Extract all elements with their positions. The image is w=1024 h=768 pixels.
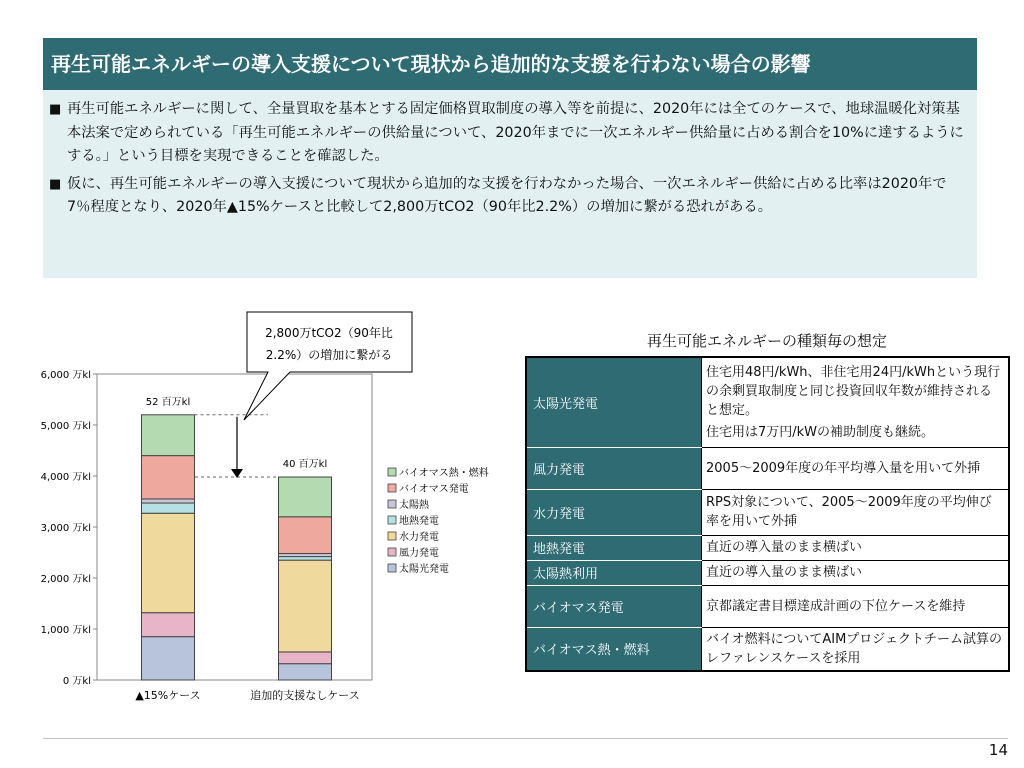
table-row <box>526 560 1009 585</box>
legend-label: 風力発電 <box>399 548 439 559</box>
table-cell-text: RPS対象について、2005～2009年度の平均伸び率を用いて外挿 <box>706 495 992 529</box>
legend-swatch <box>388 548 396 556</box>
bar-segment <box>142 613 195 637</box>
table-row-key: 水力発電 <box>526 489 702 535</box>
table-row-value <box>702 447 1010 489</box>
bar-segment <box>279 652 332 664</box>
legend-label: バイオマス発電 <box>399 484 469 495</box>
square-bullet-icon: ■ <box>49 176 62 192</box>
bar-segment <box>142 415 195 456</box>
bar-segment <box>279 477 332 517</box>
table-row-value <box>702 585 1010 627</box>
table-cell-text: バイオ燃料についてAIMプロジェクトチーム試算のレファレンスケースを採用 <box>706 631 1003 666</box>
table-row <box>526 627 1009 671</box>
legend-swatch <box>388 468 396 476</box>
legend-swatch <box>388 484 396 492</box>
callout-text: 2,800万tCO2（90年比 <box>265 326 393 340</box>
x-tick-label: ▲15%ケース <box>135 689 201 702</box>
table-cell-text: 住宅用48円/kWh、非住宅用24円/kWhという現行の余剰買取制度と同じ投資回収年数が維持されると想定。 <box>706 364 1001 418</box>
legend-label: 地熱発電 <box>399 516 439 527</box>
table-row <box>526 585 1009 627</box>
y-tick-label: 2,000 万kl <box>40 574 91 585</box>
y-tick-label: 6,000 万kl <box>40 370 91 381</box>
table-row-key: 地熱発電 <box>526 535 702 560</box>
bullet-item <box>49 98 965 169</box>
stacked-bar-chart <box>0 290 520 720</box>
legend-swatch <box>388 516 396 524</box>
table-row-key: 風力発電 <box>526 447 702 489</box>
y-tick-label: 3,000 万kl <box>40 523 91 534</box>
table-row-value <box>702 627 1010 671</box>
bar-segment <box>279 557 332 561</box>
square-bullet-icon: ■ <box>49 102 62 117</box>
table-row <box>526 447 1009 489</box>
table-row-value <box>702 357 1010 447</box>
page-number: 14 <box>988 741 1008 759</box>
y-tick-label: 0 万kl <box>62 676 91 687</box>
bar-segment <box>142 456 195 499</box>
table-cell-text: 京都議定書目標達成計画の下位ケースを維持 <box>706 598 966 614</box>
bar-segment <box>142 637 195 680</box>
y-tick-label: 4,000 万kl <box>40 472 91 483</box>
y-tick-label: 5,000 万kl <box>40 421 91 432</box>
legend-label: 水力発電 <box>399 532 439 543</box>
table-cell-text: 直近の導入量のまま横ばい <box>706 540 863 555</box>
footer-divider <box>43 738 1008 739</box>
table-cell-text: 2005～2009年度の年平均導入量を用いて外挿 <box>706 460 981 476</box>
table-row <box>526 489 1009 535</box>
bar-segment <box>279 517 332 554</box>
x-tick-label: 追加的支援なしケース <box>250 689 360 702</box>
table-row-value <box>702 560 1010 585</box>
legend-label: バイオマス熱・燃料 <box>399 468 489 479</box>
bullet-text: 再生可能エネルギーに関して、全量買取を基本とする固定価格買取制度の導入等を前提に、2020年には全てのケースで、地球温暖化対策基本法案で定められている「再生可能エネルギーの供給量について、2020年までに一次エネルギー供給量に占める割合を10%に達するようにする。」という目標を実現できることを確認した。 <box>67 101 964 164</box>
assumptions-table <box>525 356 1010 672</box>
callout-text: 2.2%）の増加に繋がる <box>265 348 393 362</box>
legend-label: 太陽光発電 <box>399 564 449 575</box>
legend-swatch <box>388 532 396 540</box>
legend-label: 太陽熱 <box>399 500 429 511</box>
legend-swatch <box>388 564 396 572</box>
table-row-value <box>702 535 1010 560</box>
bar-segment <box>279 560 332 652</box>
bar-total-label: 40 百万kl <box>282 459 328 471</box>
table-row-key: 太陽光発電 <box>526 357 702 447</box>
table-row-key: 太陽熱利用 <box>526 560 702 585</box>
table-cell-text: 直近の導入量のまま横ばい <box>706 565 863 580</box>
bullet-text: 仮に、再生可能エネルギーの導入支援について現状から追加的な支援を行わなかった場合、一次エネルギー供給に占める比率は2020年で7％程度となり、2020年▲15%ケースと比較して2,800万tCO2（90年比2.2%）の増加に繋がる恐れがある。 <box>67 175 947 215</box>
table-row <box>526 535 1009 560</box>
table-row <box>526 357 1009 447</box>
bar-segment <box>142 503 195 513</box>
bar-segment <box>142 513 195 612</box>
table-row-key: バイオマス熱・燃料 <box>526 627 702 671</box>
page-title: 再生可能エネルギーの導入支援について現状から追加的な支援を行わない場合の影響 <box>43 38 977 90</box>
table-title: 再生可能エネルギーの種類毎の想定 <box>646 332 887 350</box>
table-row-key: バイオマス発電 <box>526 585 702 627</box>
table-row-value <box>702 489 1010 535</box>
y-tick-label: 1,000 万kl <box>40 625 91 636</box>
bar-segment <box>279 664 332 680</box>
bullet-item <box>49 173 965 220</box>
table-cell-text: 住宅用は7万円/kWの補助制度も継続。 <box>706 424 935 440</box>
bar-segment <box>142 499 195 503</box>
bar-total-label: 52 百万kl <box>145 396 191 408</box>
legend-swatch <box>388 500 396 508</box>
summary-bullets <box>43 90 977 278</box>
